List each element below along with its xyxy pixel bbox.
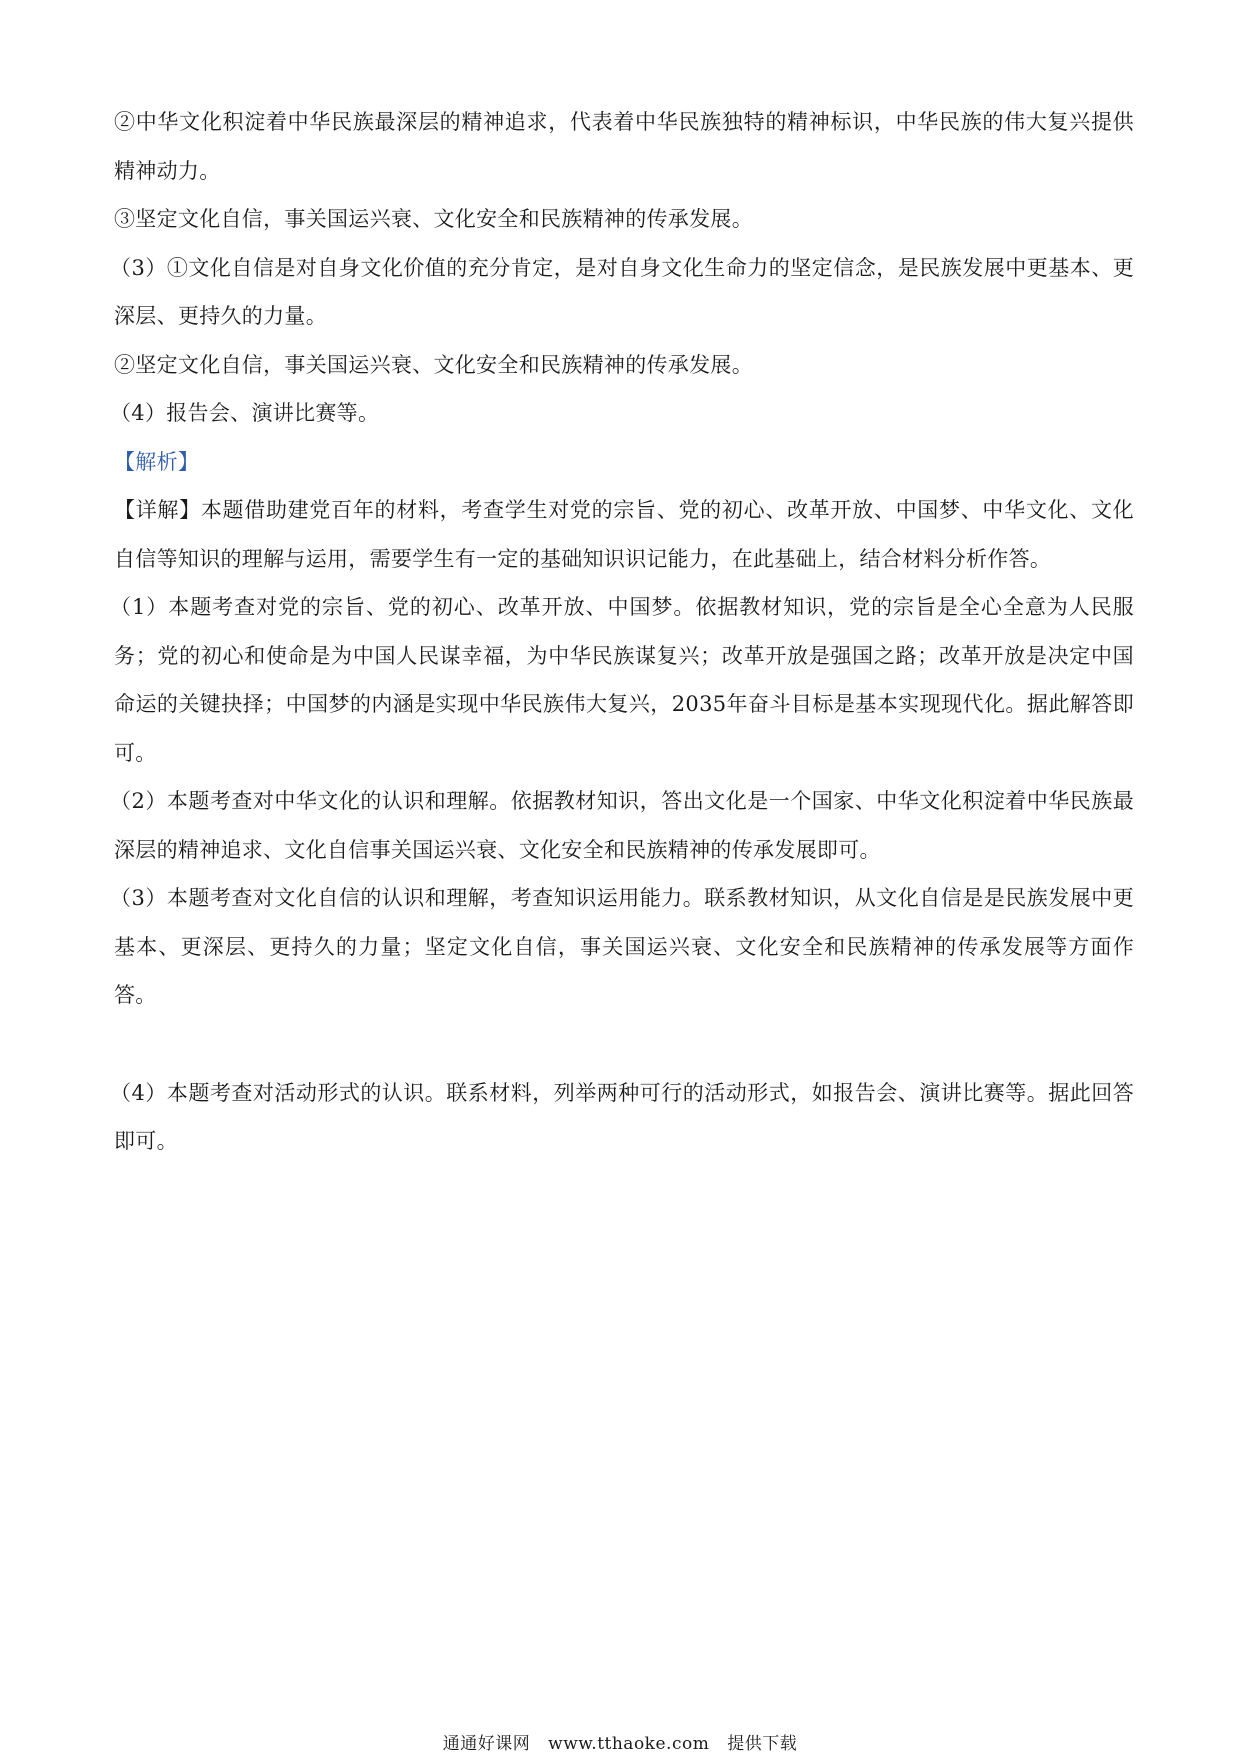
footer-site-name: 通通好课网 <box>442 1734 531 1754</box>
footer-url[interactable]: www.tthaoke.com <box>548 1734 710 1754</box>
blank-gap <box>114 1020 1134 1069</box>
footer-suffix: 提供下载 <box>727 1734 798 1754</box>
answer-line-3: ③坚定文化自信，事关国运兴衰、文化安全和民族精神的传承发展。 <box>114 207 753 231</box>
document-body <box>110 98 1134 1166</box>
analysis-q3: （3）本题考查对文化自信的认识和理解，考查知识运用能力。联系教材知识，从文化自信是是民族发展中更基本、更深层、更持久的力量；坚定文化自信，事关国运兴衰、文化安全和民族精神的传承发展等方面作答。 <box>110 886 1134 1007</box>
answer-q3-point-2: ②坚定文化自信，事关国运兴衰、文化安全和民族精神的传承发展。 <box>114 352 753 377</box>
analysis-detail: 【详解】本题借助建党百年的材料，考查学生对党的宗旨、党的初心、改革开放、中国梦、中华文化、文化自信等知识的理解与运用，需要学生有一定的基础知识识记能力，在此基础上，结合材料分析作答。 <box>114 498 1134 571</box>
analysis-q1: （1）本题考查对党的宗旨、党的初心、改革开放、中国梦。依据教材知识，党的宗旨是全心全意为人民服务；党的初心和使命是为中国人民谋幸福，为中华民族谋复兴；改革开放是强国之路；改革开放是决定中国命运的关键抉择；中国梦的内涵是实现中华民族伟大复兴，2035年奋斗目标是基本实现现代化。据此解答即可。 <box>110 595 1134 765</box>
answer-q3-point-1: （3）①文化自信是对自身文化价值的充分肯定，是对自身文化生命力的坚定信念，是民族发展中更基本、更深层、更持久的力量。 <box>110 255 1134 328</box>
answer-q4: （4）报告会、演讲比赛等。 <box>110 401 380 425</box>
analysis-heading: 【解析】 <box>114 449 200 474</box>
answer-line-2: ②中华文化积淀着中华民族最深层的精神追求，代表着中华民族独特的精神标识，中华民族的伟大复兴提供精神动力。 <box>114 110 1134 183</box>
analysis-q2: （2）本题考查对中华文化的认识和理解。依据教材知识，答出文化是一个国家、中华文化积淀着中华民族最深层的精神追求、文化自信事关国运兴衰、文化安全和民族精神的传承发展即可。 <box>110 789 1134 862</box>
page-footer <box>0 1729 1240 1754</box>
analysis-q4: （4）本题考查对活动形式的认识。联系材料，列举两种可行的活动形式，如报告会、演讲比赛等。据此回答即可。 <box>110 1080 1134 1153</box>
